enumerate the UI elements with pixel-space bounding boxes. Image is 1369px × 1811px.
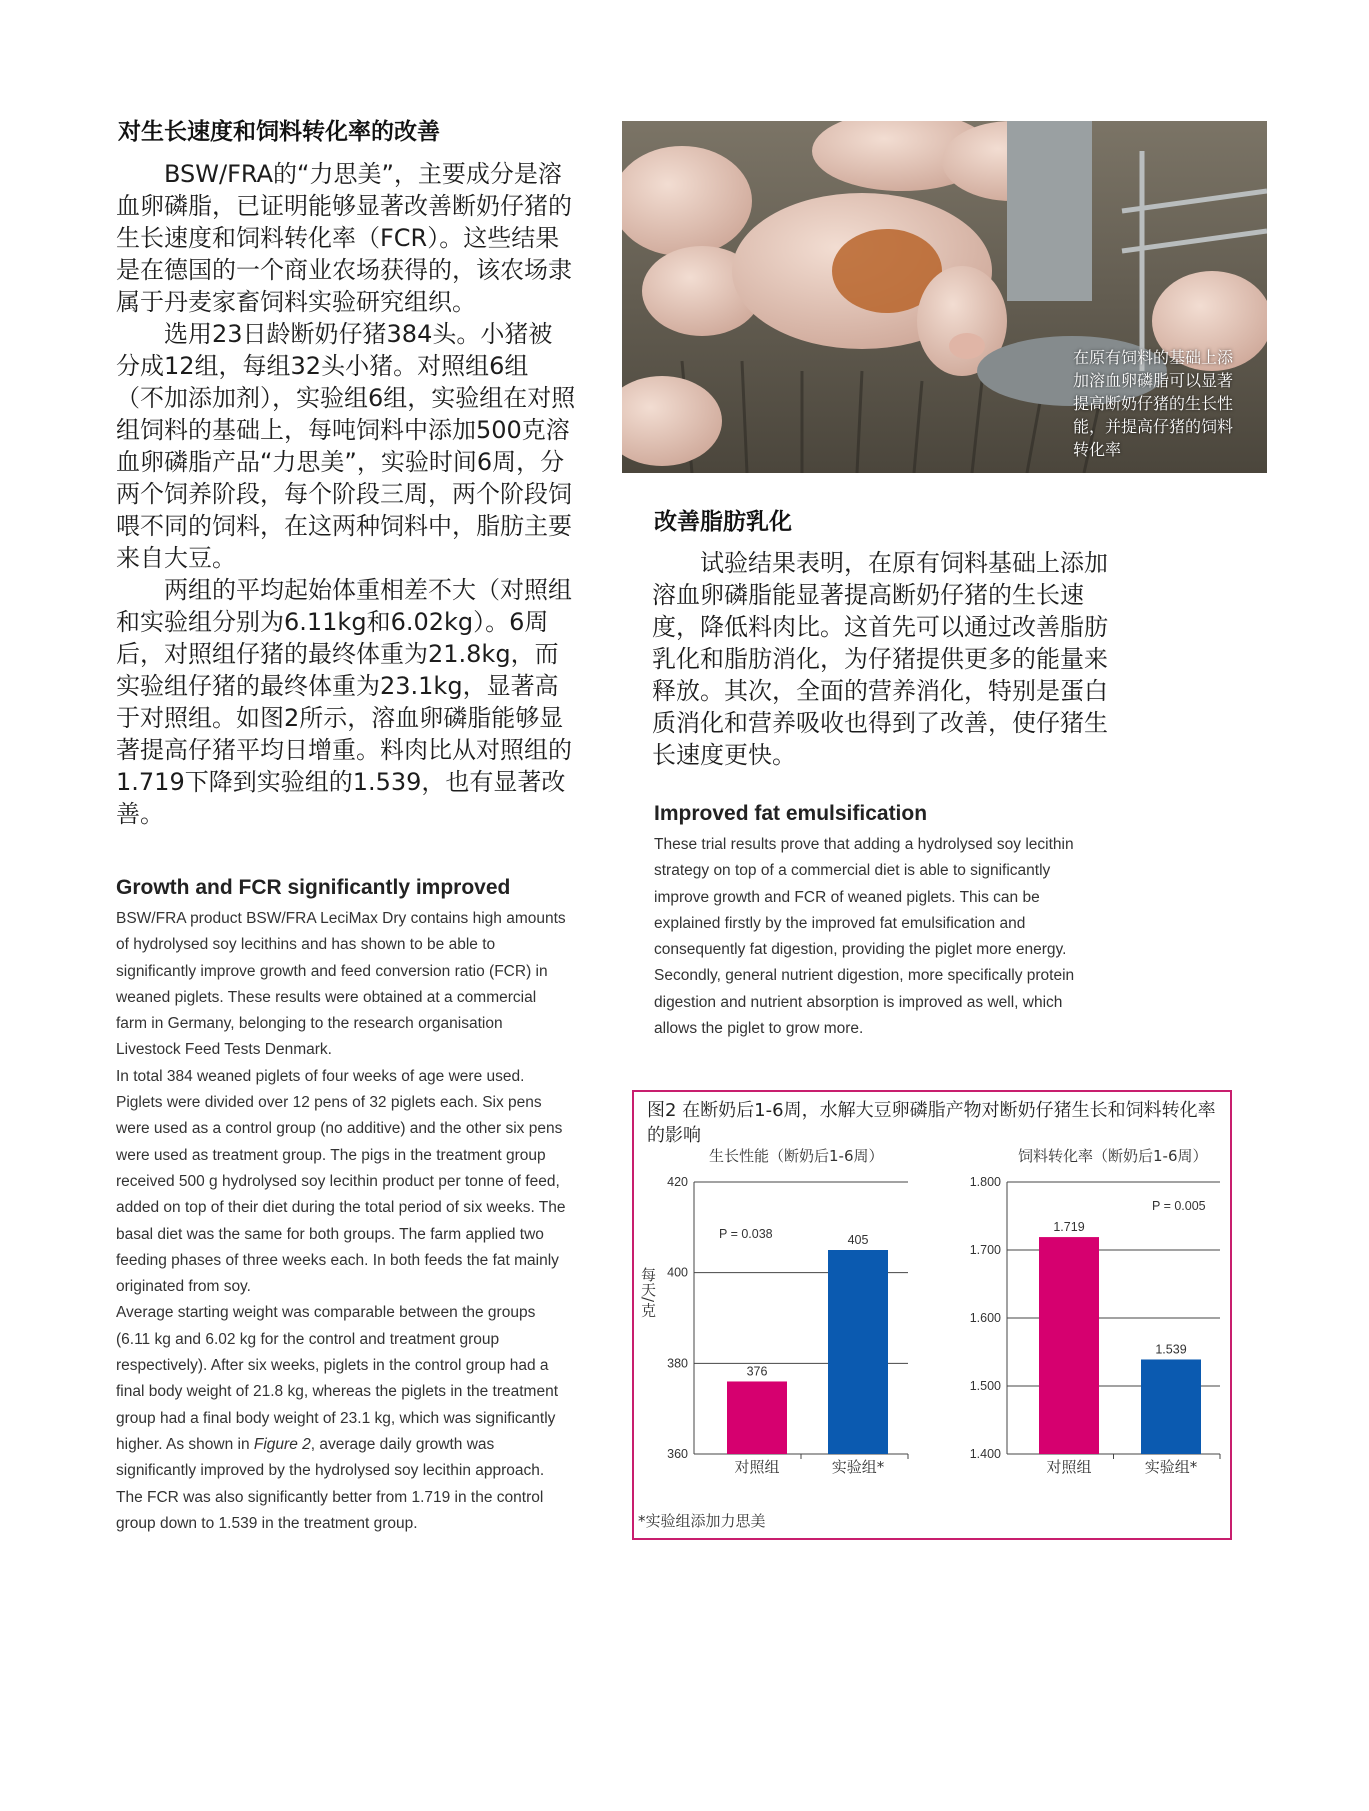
cn-paragraph-fat: 试验结果表明，在原有饲料基础上添加溶血卵磷脂能显著提高断奶仔猪的生长速度，降低料肉比。这首先可以通过改善脂肪乳化和脂肪消化，为仔猪提供更多的能量来释放。其次，全面的营养消化，特别是蛋白质消化和营养吸收也得到了改善，使仔猪生长速度更快。 [652,549,1108,769]
x-category-label: 实验组* [1144,1458,1198,1476]
cn-paragraph-3: 两组的平均起始体重相差不大（对照组和实验组分别为6.11kg和6.02kg）。6周后，对照组仔猪的最终体重为21.8kg，而实验组仔猪的最终体重为23.1kg，显著高于对照组。如图2所示，溶血卵磷脂能够显著提高仔猪平均日增重。料肉比从对照组的1.719下降到实验组的1.539，也有显著改善。 [116,576,572,828]
en-body-left [116,906,566,1537]
chart-title: 饲料转化率（断奶后1-6周） [1018,1147,1208,1165]
bar-control [727,1381,787,1454]
x-category-label: 实验组* [831,1458,885,1476]
figure-2-box [632,1090,1232,1540]
bar-treatment [828,1250,888,1454]
y-tick-label: 1.400 [969,1447,1001,1461]
cn-body-right [652,547,1112,771]
figure-charts [634,1092,1230,1538]
cn-paragraph-1: BSW/FRA的“力思美”，主要成分是溶血卵磷脂，已证明能够显著改善断奶仔猪的生长速度和饲料转化率（FCR）。这些结果是在德国的一个商业农场获得的，该农场隶属于丹麦家畜饲料实验研究组织。 [116,160,572,316]
y-axis-label: 每天/克 [639,1267,657,1318]
y-tick-label: 400 [667,1265,688,1280]
en-body-right [654,832,1104,1042]
growth-performance-chart [639,1147,908,1476]
y-tick-label: 360 [667,1447,688,1461]
heading-en-growth: Growth and FCR significantly improved [116,876,511,899]
piglets-photo [622,121,1267,473]
y-tick-label: 420 [667,1175,688,1189]
bar-value-label: 405 [847,1233,869,1247]
heading-en-fat: Improved fat emulsification [654,802,928,825]
bar-control [1039,1237,1099,1454]
x-category-label: 对照组 [1046,1458,1092,1476]
bar-value-label: 1.539 [1155,1342,1187,1357]
y-tick-label: 1.600 [969,1311,1001,1325]
cn-body-left [116,158,576,830]
p-value-annotation: P = 0.005 [1152,1199,1206,1213]
figure-footnote: *实验组添加力思美 [638,1512,766,1530]
bar-value-label: 376 [746,1364,768,1379]
chart-title: 生长性能（断奶后1-6周） [709,1147,884,1165]
en-paragraph-3: Average starting weight was comparable between the groups (6.11 kg and 6.02 kg for the control and treatment group respectively). After six weeks, piglets in the control group had a final body weight of 21.8 kg, whereas the piglets in the treatment group had a final body weight of 23.1 kg, which was significantly higher. As shown in Figure 2, average daily growth was significantly improved by the hydrolysed soy lecithin approach. The FCR was also significantly better from 1.719 in the control group down to 1.539 in the treatment group. [116,1304,559,1532]
fcr-chart [970,1147,1220,1476]
en-paragraph-fat: These trial results prove that adding a hydrolysed soy lecithin strategy on top of a commercial diet is able to significantly improve growth and FCR of weaned piglets. This can be explained firstly by the improved fat emulsification and consequently fat digestion, providing the piglet more energy. Secondly, general nutrient digestion, more specifically protein digestion and nutrient absorption is improved as well, which allows the piglet to grow more. [654,836,1075,1038]
photo-caption: 在原有饲料的基础上添加溶血卵磷脂可以显著提高断奶仔猪的生长性能，并提高仔猪的饲料转化率 [1073,348,1234,459]
figure-title: 图2 在断奶后1-6周，水解大豆卵磷脂产物对断奶仔猪生长和饲料转化率的影响 [647,1100,1216,1146]
bar-value-label: 1.719 [1053,1220,1085,1235]
x-category-label: 对照组 [734,1458,780,1476]
cn-paragraph-2: 选用23日龄断奶仔猪384头。小猪被分成12组，每组32头小猪。对照组6组（不加添加剂），实验组6组，实验组在对照组饲料的基础上，每吨饲料中添加500克溶血卵磷脂产品“力思美”，实验时间6周，分两个饲养阶段，每个阶段三周，两个阶段饲喂不同的饲料，在这两种饲料中，脂肪主要来自大豆。 [116,320,576,572]
p-value-annotation: P = 0.038 [719,1227,773,1241]
bar-treatment [1141,1359,1201,1454]
heading-cn-growth: 对生长速度和饲料转化率的改善 [118,119,440,145]
heading-cn-fat: 改善脂肪乳化 [654,509,792,535]
y-tick-label: 1.700 [969,1243,1001,1257]
y-tick-label: 1.800 [969,1175,1001,1189]
y-tick-label: 1.500 [969,1379,1001,1393]
figure-2-reference: Figure 2 [253,1435,311,1453]
y-tick-label: 380 [667,1356,688,1371]
en-paragraph-2: In total 384 weaned piglets of four weeks of age were used. Piglets were divided over 12 pens of 32 piglets each. Six pens were used as a control group (no additive) and the other six pens were used as treatment group. The pigs in the treatment group received 500 g hydrolysed soy lecithin product per tonne of feed, added on top of their diet during the total period of six weeks. The basal diet was the same for both groups. The farm applied two feeding phases of three weeks each. In both feeds the fat mainly originated from soy. [116,1067,566,1296]
en-paragraph-1: BSW/FRA product BSW/FRA LeciMax Dry contains high amounts of hydrolysed soy lecithins and has shown to be able to significantly improve growth and feed conversion ratio (FCR) in weaned piglets. These results were obtained at a commercial farm in Germany, belonging to the research organisation Livestock Feed Tests Denmark. [116,910,566,1059]
